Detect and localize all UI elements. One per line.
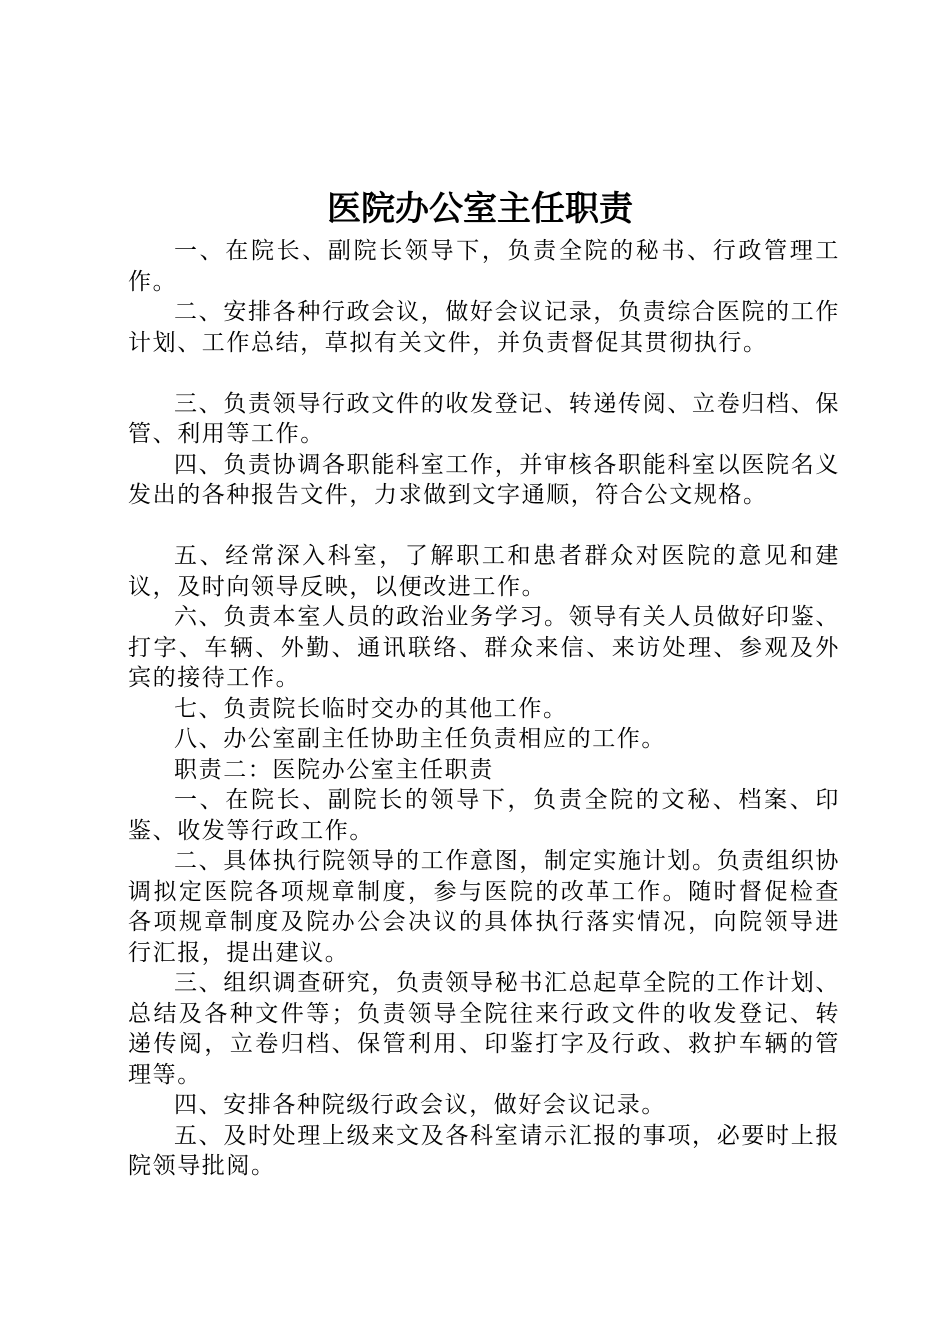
paragraph-4: 四、负责协调各职能科室工作，并审核各职能科室以医院名义发出的各种报告文件，力求做到文字通顺，符合公文规格。: [128, 451, 840, 508]
paragraph-12: 四、安排各种院级行政会议，做好会议记录。: [174, 1092, 666, 1118]
paragraph-13: 五、及时处理上级来文及各科室请示汇报的事项，必要时上报院领导批阅。: [128, 1122, 840, 1179]
paragraph-6: 六、负责本室人员的政治业务学习。领导有关人员做好印鉴、打字、车辆、外勤、通讯联络、群众来信、来访处理、参观及外宾的接待工作。: [128, 604, 840, 691]
paragraph-9: 一、在院长、副院长的领导下，负责全院的文秘、档案、印鉴、收发等行政工作。: [128, 787, 840, 844]
paragraph-11: 三、组织调查研究，负责领导秘书汇总起草全院的工作计划、总结及各种文件等；负责领导全院往来行政文件的收发登记、转递传阅，立卷归档、保管利用、印鉴打字及行政、救护车辆的管理等。: [128, 970, 840, 1088]
paragraph-3: 三、负责领导行政文件的收发登记、转递传阅、立卷归档、保管、利用等工作。: [128, 390, 840, 447]
document-title: 医院办公室主任职责: [327, 189, 633, 229]
paragraph-10: 二、具体执行院领导的工作意图，制定实施计划。负责组织协调拟定医院各项规章制度，参与医院的改革工作。随时督促检查各项规章制度及院办公会决议的具体执行落实情况，向院领导进行汇报，提出建议。: [128, 848, 840, 966]
paragraph-2: 二、安排各种行政会议，做好会议记录，负责综合医院的工作计划、工作总结，草拟有关文件，并负责督促其贯彻执行。: [128, 299, 840, 356]
paragraph-8: 八、办公室副主任协助主任负责相应的工作。: [174, 726, 666, 752]
document-body: [128, 236, 840, 1182]
paragraph-1: 一、在院长、副院长领导下，负责全院的秘书、行政管理工作。: [128, 238, 840, 295]
paragraph-5: 五、经常深入科室，了解职工和患者群众对医院的意见和建议，及时向领导反映，以便改进工作。: [128, 543, 840, 600]
section-heading: 职责二：医院办公室主任职责: [174, 756, 494, 783]
paragraph-7: 七、负责院长临时交办的其他工作。: [174, 695, 568, 722]
